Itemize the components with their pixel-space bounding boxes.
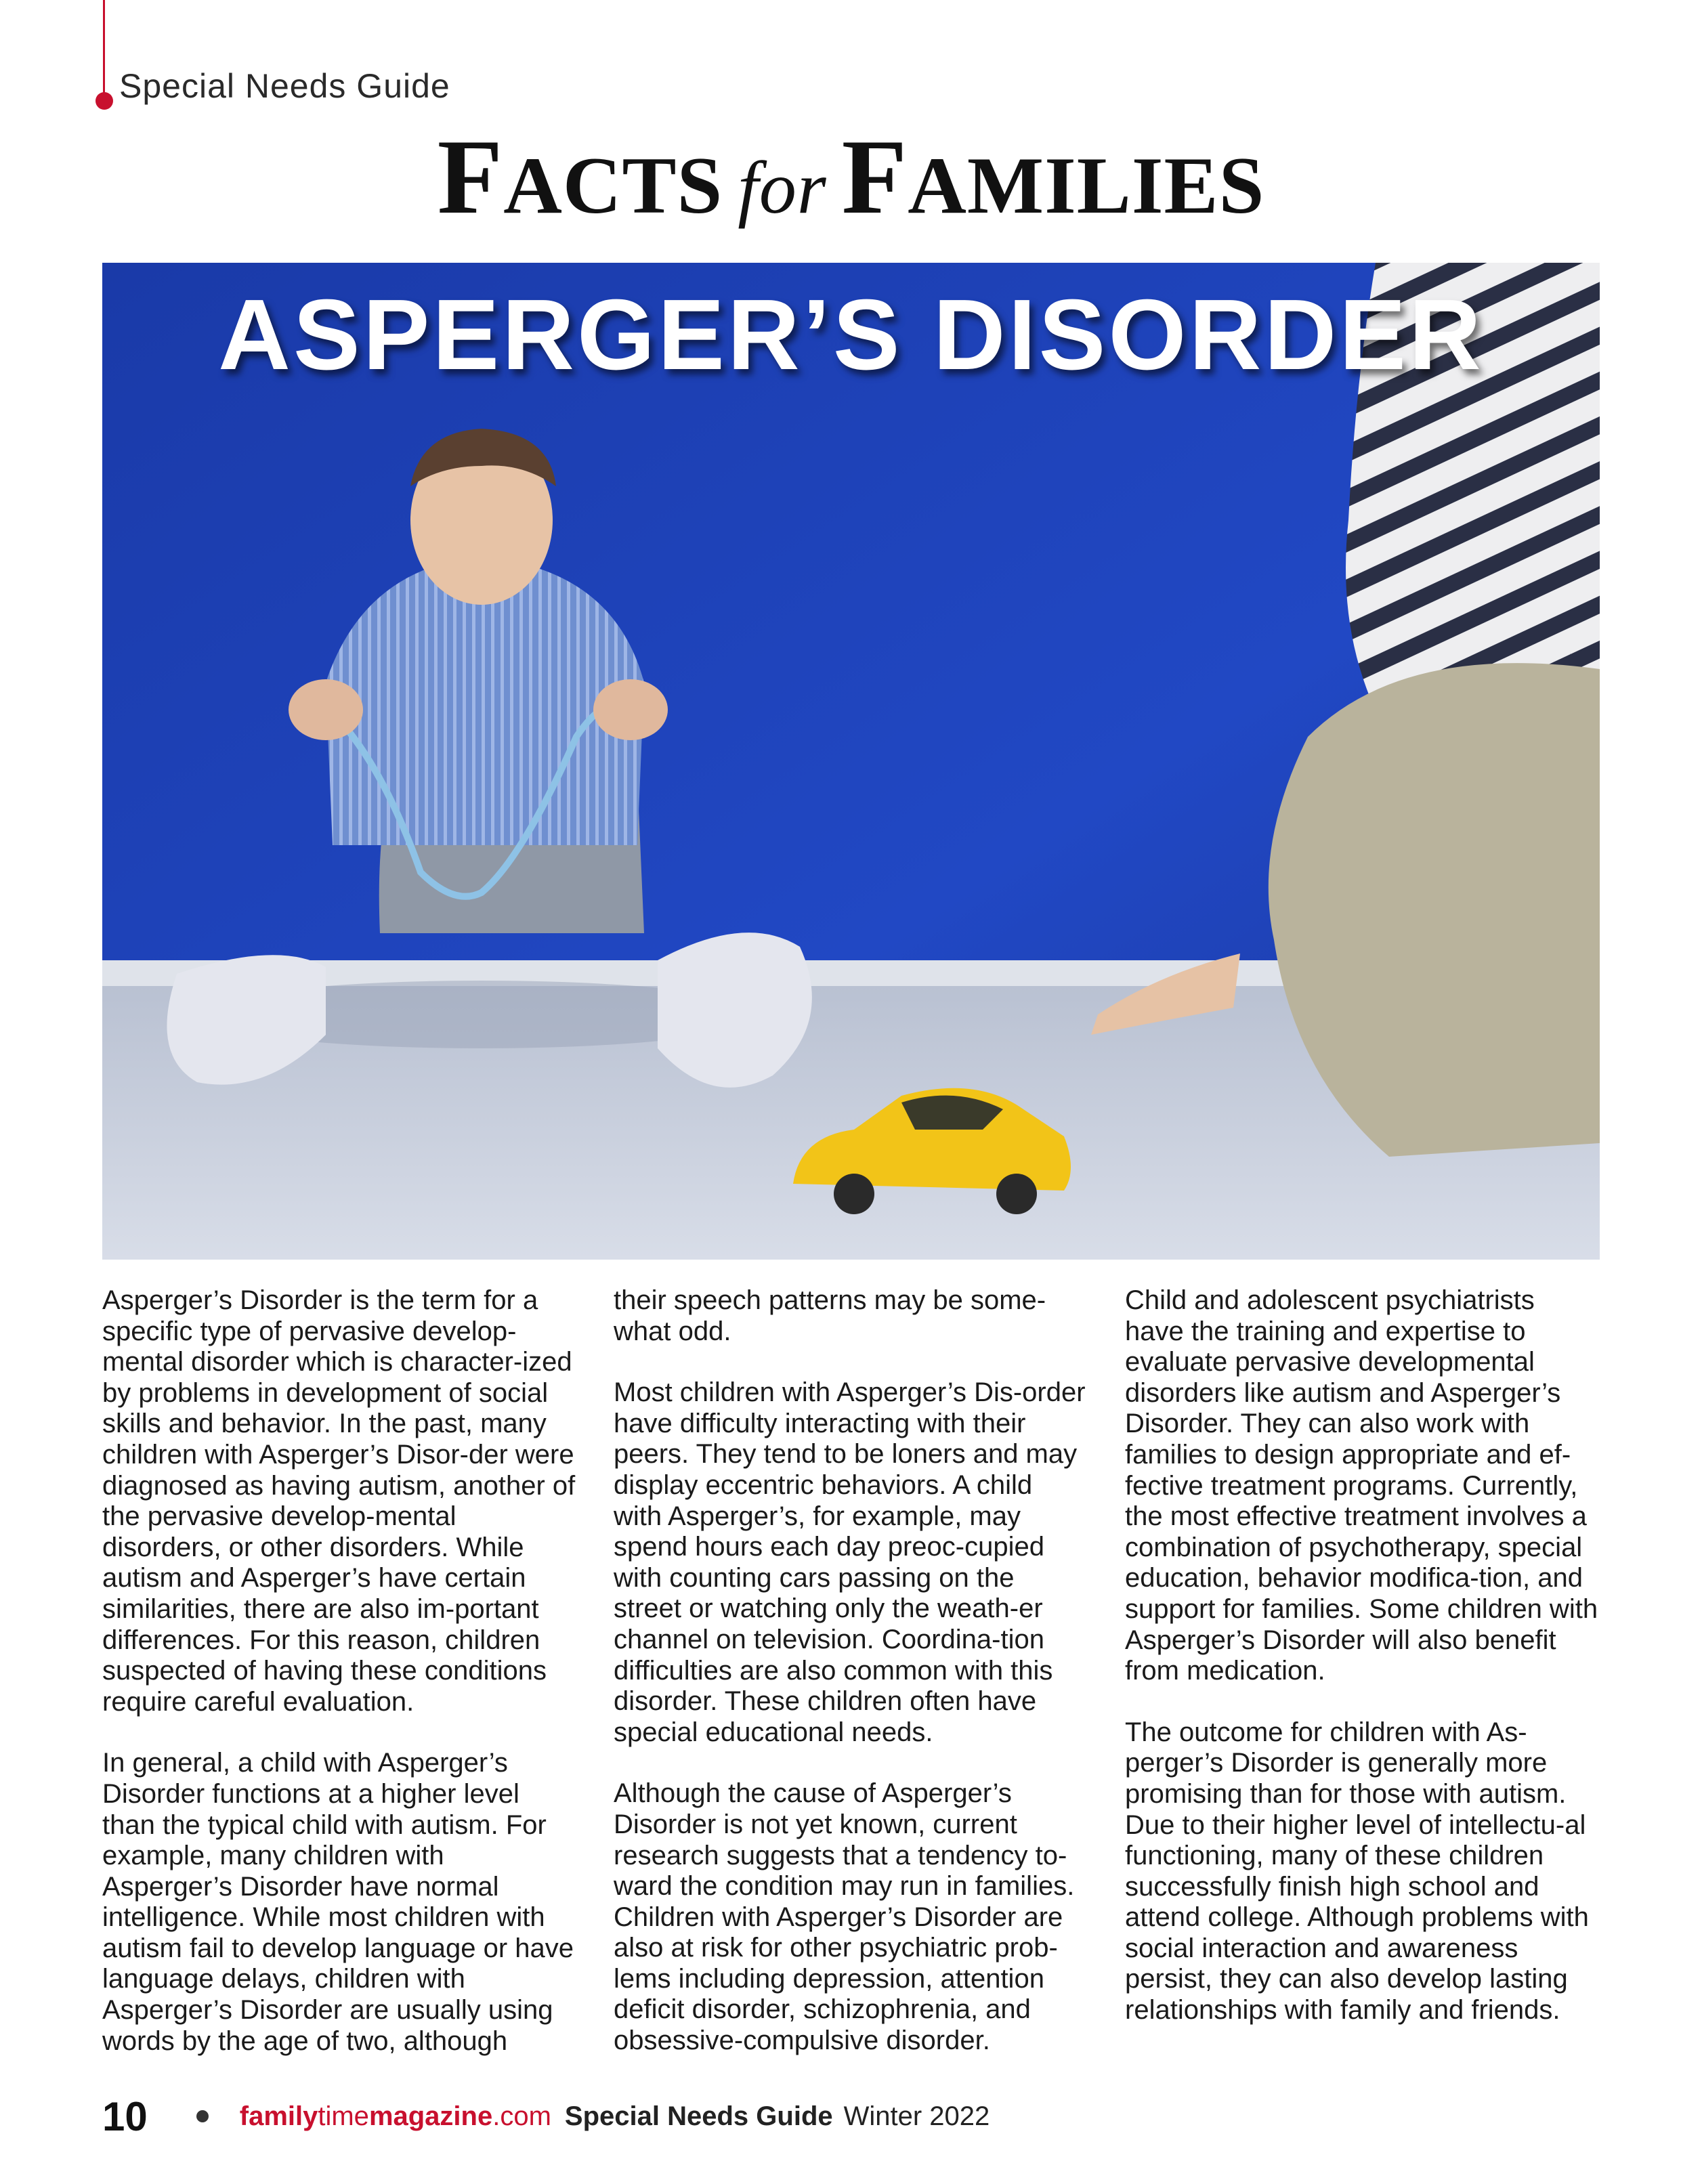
masthead-logo: FACTS for FAMILIES [437,118,1265,236]
masthead [0,116,1702,238]
bullet-separator [196,2110,209,2122]
page-number: 10 [102,2093,148,2139]
article-title: ASPERGER’S DISORDER [218,279,1484,391]
paragraph: Most children with Asperger’s Dis-order have difficulty interacting with their peers. They tend to be loners and may display eccentric behaviors. A child with Asperger’s, for example, may spend hours each day preoc-cupied with counting cars passing on the street or watching only the weath-er channel on television. Coordina-tion difficulties are also common with this disorder. These children often have special educational needs. [614,1377,1086,1747]
column-3 [1125,1285,1599,2057]
paragraph: their speech patterns may be some-what odd. [614,1285,1046,1346]
hero-photo [102,263,1600,1260]
hero-illustration [102,263,1600,1260]
issue-date: Winter 2022 [843,2101,990,2131]
article-body [102,1285,1600,2064]
paragraph: In general, a child with Asperger’s Disorder functions at a higher level than the typical child with autism. For example, many children with Asperger’s Disorder have normal intelligence. While most children with autism fail to develop language or have language delays, children with Asperger’s Disorder are usually using words by the age of two, although [102,1748,574,2056]
paragraph: Child and adolescent psychiatrists have the training and expertise to evaluate pervasive developmental disorders like autism and Asperger’s Disorder. They can also work with families to design appropriate and ef-fective treatment programs. Currently, the most effective treatment involves a combination of psychotherapy, special education, behavior modifica-tion, and support for families. Some children with Asperger’s Disorder will also benefit from medication. [1125,1285,1598,1686]
paragraph: The outcome for children with As-perger’s Disorder is generally more promising than for those with autism. Due to their higher level of intellectu-al functioning, many of these children successfully finish high school and attend college. Although problems with social interaction and awareness persist, they can also develop lasting relationships with family and friends. [1125,1717,1589,2026]
paragraph: Asperger’s Disorder is the term for a specific type of pervasive develop-mental disorder which is character-ized by problems in development of social skills and behavior. In the past, many children with Asperger’s Disor-der were diagnosed as having autism, another of the pervasive develop-mental disorders, or other disorders. While autism and Asperger’s have certain similarities, there are also im-portant differences. For this reason, children suspected of having these conditions require careful evaluation. [102,1285,576,1717]
section-label: Special Needs Guide [119,67,450,105]
website-link[interactable]: familytimemagazine.com [239,2101,551,2131]
column-2 [614,1285,1088,2087]
publication-name: Special Needs Guide [564,2101,833,2131]
page-footer [102,2093,990,2140]
paragraph: Although the cause of Asperger’s Disorder is not yet known, current research suggests that a tendency to-ward the condition may run in families. Children with Asperger’s Disorder are also at risk for other psychiatric prob-lems including depression, attention deficit disorder, schizophrenia, and obsessive-compulsive disorder. [614,1778,1075,2056]
accent-rule [103,0,105,95]
accent-dot [95,92,113,110]
column-1 [102,1285,576,2087]
